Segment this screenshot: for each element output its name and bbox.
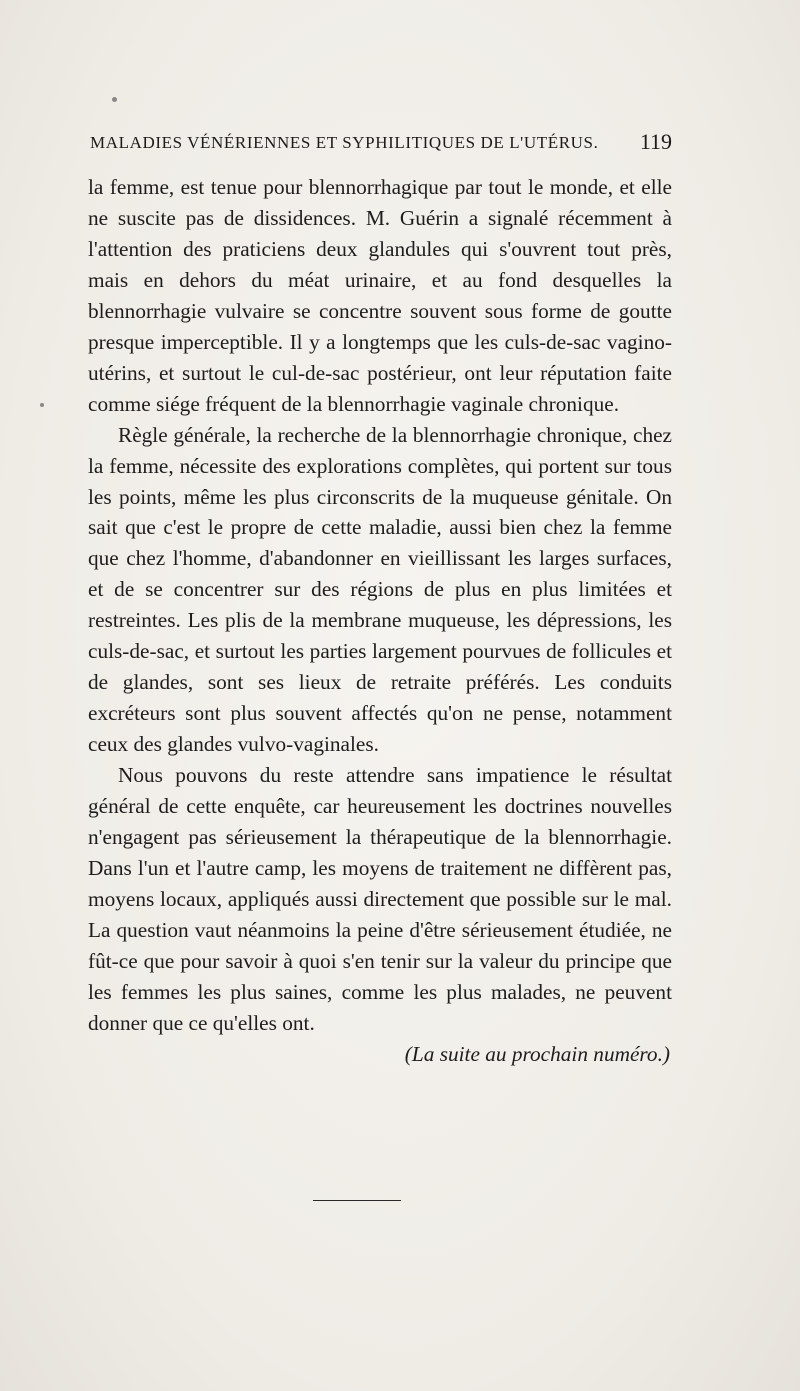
page-number: 119 <box>639 129 672 154</box>
paper-speck <box>112 97 117 102</box>
running-title: MALADIES VÉNÉRIENNES ET SYPHILITIQUES DE L'UTÉRUS. <box>90 133 599 152</box>
body-text <box>88 172 672 1070</box>
paragraph-2: Règle générale, la recherche de la blennorrhagie chronique, chez la femme, nécessite des explorations complètes, qui portent sur tous les points, même les plus circonscrits de la muqueuse génitale. On sait que c'est le propre de cette maladie, aussi bien chez la femme que chez l'homme, d'abandonner en vieillissant les larges surfaces, et de se concentrer sur des régions de plus en plus limitées et restreintes. Les plis de la membrane muqueuse, les dépressions, les culs-de-sac, et surtout les parties largement pourvues de follicules et de glandes, sont ses lieux de retraite préférés. Les conduits excréteurs sont plus souvent affectés qu'on ne pense, notamment ceux des glandes vulvo-vaginales. <box>88 422 672 757</box>
section-end-rule <box>313 1200 401 1201</box>
paragraph-1: la femme, est tenue pour blennorrhagique par tout le monde, et elle ne suscite pas de dissidences. M. Guérin a signalé récemment à l'attention des praticiens deux glandules qui s'ouvrent tout près, mais en dehors du méat urinaire, et au fond desquelles la blennorrhagie vulvaire se concentre souvent sous forme de goutte presque imperceptible. Il y a longtemps que les culs-de-sac vagino-utérins, et surtout le cul-de-sac postérieur, ont leur réputation faite comme siége fréquent de la blennorrhagie vaginale chronique. <box>88 175 672 416</box>
continuation-note: (La suite au prochain numéro.) <box>404 1041 670 1066</box>
paper-speck <box>40 403 44 407</box>
paragraph-3: Nous pouvons du reste attendre sans impatience le résultat général de cette enquête, car heureusement les doctrines nouvelles n'engagent pas sérieusement la thérapeutique de la blennorrhagie. Dans l'un et l'autre camp, les moyens de traitement ne diffèrent pas, moyens locaux, appliqués aussi directement que possible sur le mal. La question vaut néanmoins la peine d'être sérieusement étudiée, ne fût-ce que pour savoir à quoi s'en tenir sur la valeur du principe que les femmes les plus saines, comme les plus malades, ne peuvent donner que ce qu'elles ont. <box>88 763 672 1035</box>
